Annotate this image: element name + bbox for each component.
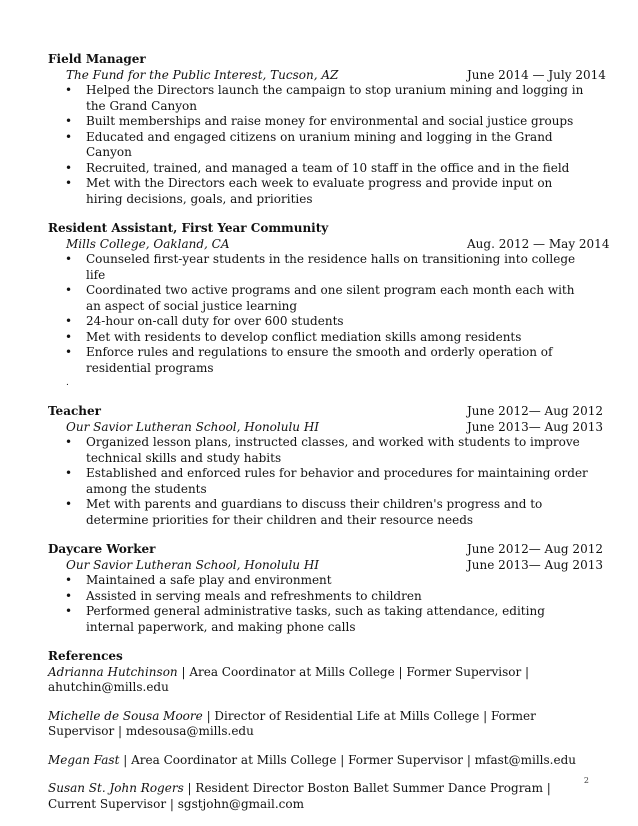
duty-item bbox=[48, 573, 588, 589]
reference-name: Susan St. John Rogers bbox=[48, 781, 184, 795]
job-title-row bbox=[48, 404, 603, 420]
bullet-icon: • bbox=[65, 435, 73, 449]
job-org-row bbox=[48, 557, 603, 574]
job-org-row bbox=[48, 419, 603, 436]
duty-item bbox=[48, 330, 588, 346]
reference-entry bbox=[48, 709, 588, 740]
job-duties-list bbox=[48, 83, 588, 207]
bullet-icon: • bbox=[65, 329, 73, 344]
job-title-row bbox=[48, 221, 588, 237]
duty-item bbox=[48, 314, 588, 330]
duty-text: Assisted in serving meals and refreshments to children bbox=[86, 588, 422, 603]
experience-section bbox=[48, 52, 610, 635]
references-heading: References bbox=[48, 649, 123, 663]
duty-item bbox=[48, 604, 588, 635]
reference-details: | Resident Director Boston Ballet Summer Dance Program | Current Supervisor | sgstjohn@gmail.com bbox=[48, 781, 551, 811]
duty-text: Met with the Directors each week to evaluate progress and provide input on hiring decisions, goals, and priorities bbox=[86, 176, 553, 206]
duty-text: Recruited, trained, and managed a team of 10 staff in the office and in the field bbox=[86, 160, 570, 175]
reference-entry bbox=[48, 781, 588, 812]
duty-text: Maintained a safe play and environment bbox=[86, 573, 332, 587]
duty-text: Helped the Directors launch the campaign to stop uranium mining and logging in the Grand Canyon bbox=[86, 83, 584, 113]
duty-text: Built memberships and raise money for environmental and social justice groups bbox=[86, 114, 574, 128]
bullet-icon: • bbox=[65, 129, 73, 144]
job-duties-list bbox=[48, 573, 588, 635]
bullet-icon: • bbox=[65, 314, 73, 328]
duty-text: 24-hour on-call duty for over 600 students bbox=[86, 314, 344, 328]
duty-text: Coordinated two active programs and one silent program each month each with an aspect of social justice learning bbox=[86, 283, 575, 313]
duty-item bbox=[48, 497, 588, 528]
job-dates: June 2013— Aug 2013 bbox=[467, 419, 603, 434]
duty-item bbox=[48, 345, 588, 376]
job-entry bbox=[48, 221, 610, 390]
job-dates: June 2014 — July 2014 bbox=[467, 67, 606, 82]
page-number: 2 bbox=[583, 775, 589, 785]
bullet-icon: • bbox=[65, 604, 73, 618]
job-title-row bbox=[48, 52, 588, 68]
bullet-icon: • bbox=[65, 160, 73, 175]
bullet-icon: • bbox=[65, 588, 73, 603]
bullet-icon: • bbox=[65, 252, 73, 266]
duty-item bbox=[48, 130, 588, 161]
bullet-icon: • bbox=[65, 573, 73, 587]
bullet-icon: • bbox=[65, 114, 73, 128]
reference-entry bbox=[48, 665, 588, 696]
job-title: Teacher bbox=[48, 404, 101, 418]
duty-text: Counseled first-year students in the residence halls on transitioning into college life bbox=[86, 252, 576, 282]
job-org-row bbox=[48, 67, 606, 84]
job-entry bbox=[48, 542, 603, 635]
duty-item bbox=[48, 83, 588, 114]
duty-text: Established and enforced rules for behavior and procedures for maintaining order among the students bbox=[86, 466, 588, 496]
duty-item bbox=[48, 589, 588, 605]
job-duties-list bbox=[48, 435, 588, 528]
job-duties-list bbox=[48, 252, 588, 376]
duty-text: Educated and engaged citizens on uranium mining and logging in the Grand Canyon bbox=[86, 129, 553, 159]
duty-text: Met with parents and guardians to discuss their children's progress and to determine priorities for their children and their resource needs bbox=[86, 497, 543, 527]
job-org-row bbox=[48, 236, 610, 253]
duty-item bbox=[48, 466, 588, 497]
bullet-icon: • bbox=[65, 283, 73, 297]
job-organization: Mills College, Oakland, CA bbox=[66, 236, 230, 251]
job-title: Field Manager bbox=[48, 52, 146, 66]
reference-entry bbox=[48, 753, 588, 769]
duty-item bbox=[48, 161, 588, 177]
duty-text: Organized lesson plans, instructed classes, and worked with students to improve technical skills and study habits bbox=[86, 435, 580, 465]
job-entry bbox=[48, 404, 603, 528]
job-dates: Aug. 2012 — May 2014 bbox=[467, 236, 610, 251]
duty-text: Met with residents to develop conflict mediation skills among residents bbox=[86, 329, 522, 344]
job-organization: Our Savior Lutheran School, Honolulu HI bbox=[66, 557, 320, 572]
reference-details: | Area Coordinator at Mills College | Former Supervisor | ahutchin@mills.edu bbox=[48, 664, 530, 694]
references-section bbox=[48, 649, 588, 812]
job-title: Daycare Worker bbox=[48, 542, 156, 556]
duty-item bbox=[48, 252, 588, 283]
bullet-icon: • bbox=[65, 497, 73, 511]
reference-name: Megan Fast bbox=[48, 752, 120, 767]
duty-item bbox=[48, 435, 588, 466]
bullet-icon: • bbox=[65, 83, 73, 97]
reference-details: | Area Coordinator at Mills College | Former Supervisor | mfast@mills.edu bbox=[119, 752, 577, 767]
job-title: Resident Assistant, First Year Community bbox=[48, 221, 329, 235]
duty-item bbox=[48, 176, 588, 207]
job-dates: June 2013— Aug 2013 bbox=[467, 557, 603, 572]
bullet-icon: • bbox=[65, 176, 73, 190]
job-organization: The Fund for the Public Interest, Tucson, AZ bbox=[66, 67, 339, 82]
bullet-icon: • bbox=[65, 466, 73, 480]
resume-page bbox=[48, 52, 610, 825]
reference-name: Michelle de Sousa Moore bbox=[48, 708, 203, 723]
job-dates: June 2012— Aug 2012 bbox=[467, 542, 603, 556]
job-title-row bbox=[48, 542, 603, 558]
duty-text: Enforce rules and regulations to ensure the smooth and orderly operation of residential programs bbox=[86, 345, 553, 375]
job-entry bbox=[48, 52, 606, 207]
job-dates: June 2012— Aug 2012 bbox=[467, 404, 603, 418]
duty-item bbox=[48, 114, 588, 130]
reference-name: Adrianna Hutchinson bbox=[48, 664, 178, 679]
bullet-icon: • bbox=[65, 345, 73, 359]
reference-details: | Director of Residential Life at Mills College | Former Supervisor | mdesousa@mills.edu bbox=[48, 708, 536, 738]
stray-mark: . bbox=[66, 378, 69, 388]
duty-item bbox=[48, 283, 588, 314]
duty-text: Performed general administrative tasks, such as taking attendance, editing internal paperwork, and making phone calls bbox=[86, 604, 545, 634]
job-organization: Our Savior Lutheran School, Honolulu HI bbox=[66, 419, 320, 434]
